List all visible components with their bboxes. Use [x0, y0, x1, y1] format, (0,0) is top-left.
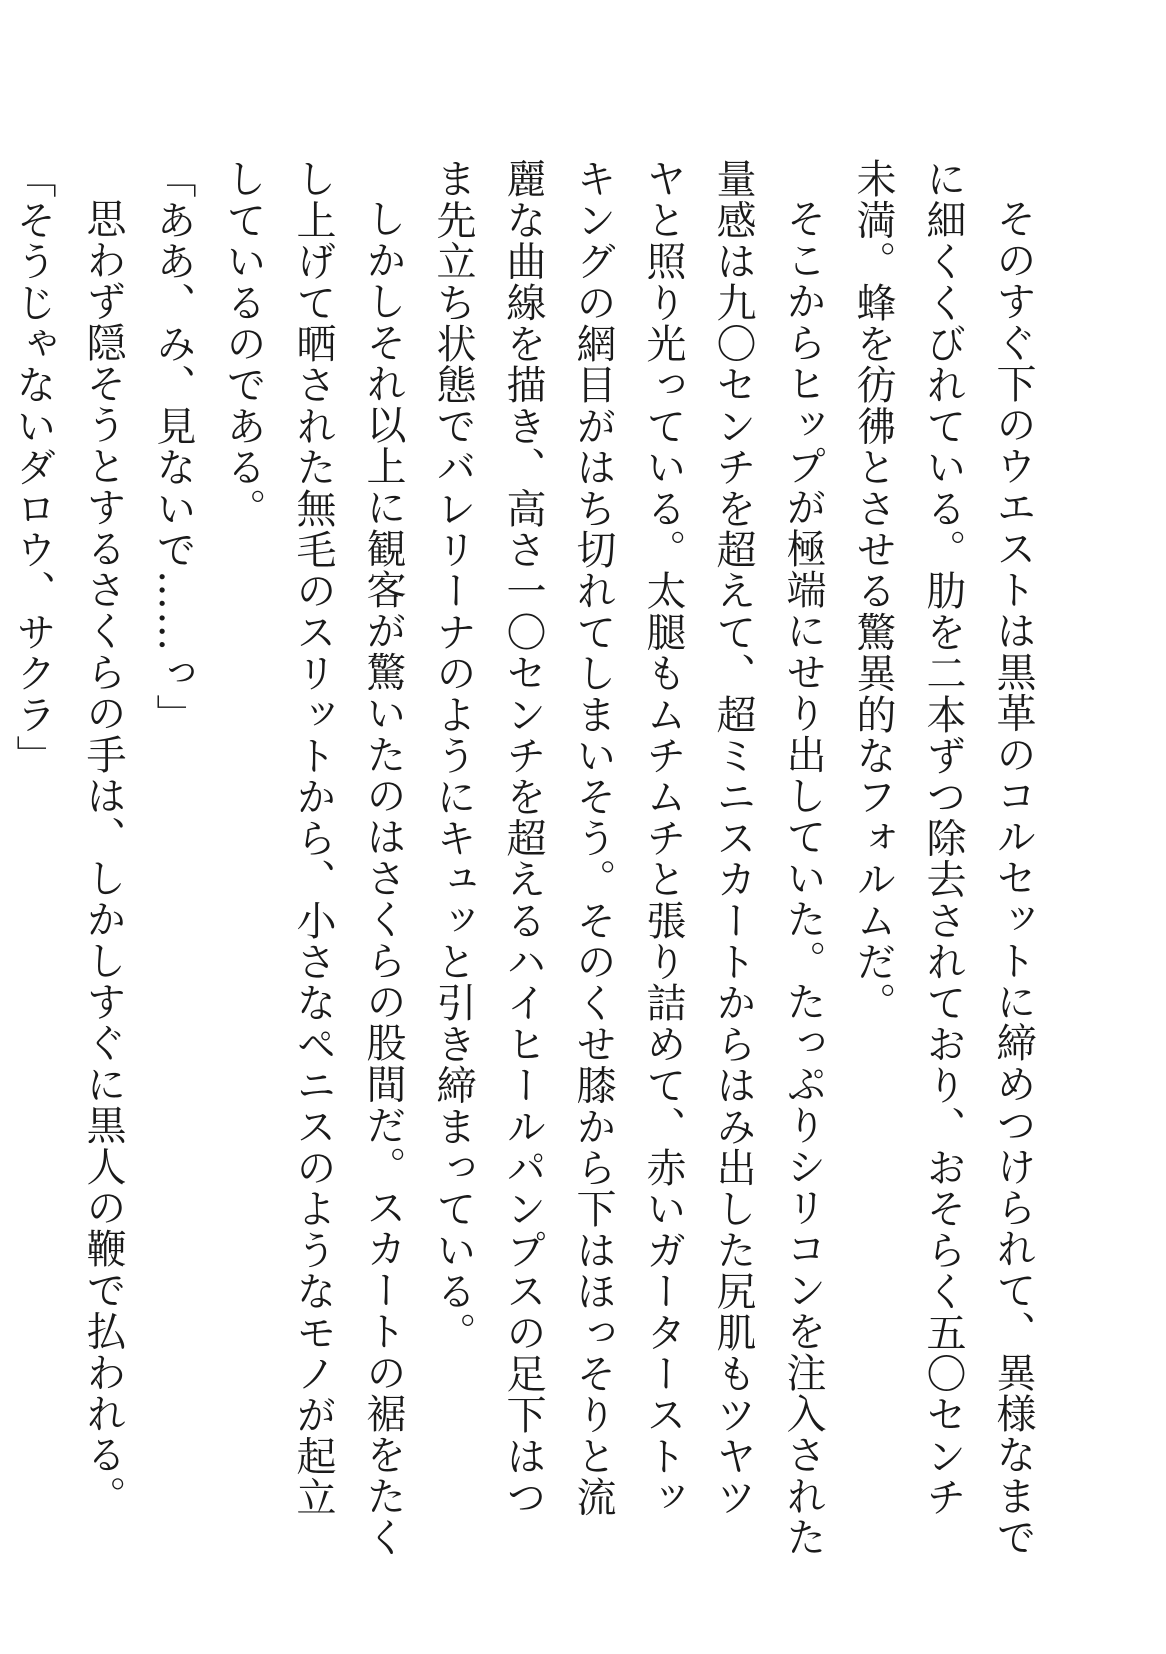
dialogue-man: 「そうじゃないダロウ、サクラ」 [10, 158, 56, 776]
paragraph-waist: そのすぐ下のウエストは黒革のコルセットに締めつけられて、異様なまでに細くくびれている。肋を二本ずつ除去されており、おそらく五〇センチ未満。蜂を彷彿とさせる驚異的なフォルムだ。 [850, 158, 1036, 1558]
paragraph-hand: 思わず隠そうとするさくらの手は、しかしすぐに黒人の鞭で払われる。 [80, 198, 126, 1517]
paragraph-hip: そこからヒップが極端にせり出していた。たっぷりシリコンを注入された量感は九〇センチを超えて、超ミニスカートからはみ出した尻肌もツヤツヤと照り光っている。太腿もムチムチと張り詰めて、赤いガーターストッキングの網目がはち切れてしまいそう。そのくせ膝から下はほっそりと流麗な曲線を描き、高さ一〇センチを超えるハイヒールパンプスの足下はつま先立ち状態でバレリーナのようにキュッと引き締まっている。 [430, 158, 826, 1558]
dialogue-sakura: 「ああ、み、見ないで……っ」 [150, 158, 196, 735]
vertical-text-body [0, 158, 1048, 1558]
paragraph-crotch: しかしそれ以上に観客が驚いたのはさくらの股間だ。スカートの裾をたくし上げて晒された無毛のスリットから、小さなペニスのようなモノが起立しているのである。 [220, 158, 406, 1558]
